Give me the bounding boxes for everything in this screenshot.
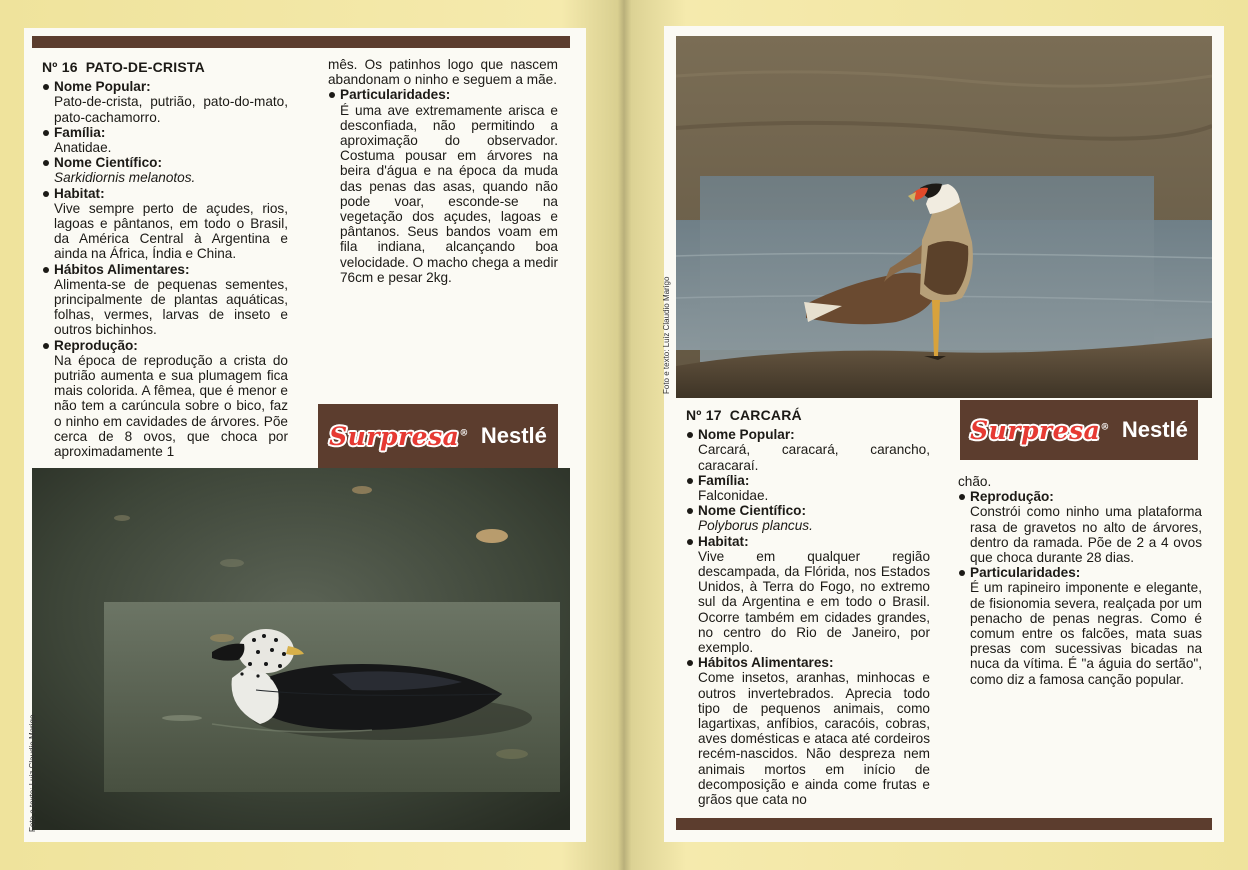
photo-credit: Foto e texto: Luiz Claudio Marigo <box>662 276 671 394</box>
brand-banner <box>318 404 558 468</box>
top-rule <box>32 36 570 48</box>
carcara-photo <box>676 36 1212 398</box>
section-body: Come insetos, aranhas, minhocas e outros invertebrados. Aprecia todo tipo de pequenos animais, como lagartixas, anfíbios, caracóis, cobras, aves domésticas e ataca até cordeiros recém-nascidos. Não despreza nem animais mortos em início de decomposição e ainda come frutas e grãos que cata no <box>698 670 930 808</box>
right-col1 <box>686 408 930 807</box>
section-heading: Particularidades: <box>958 565 1202 580</box>
section-body: Pato-de-crista, putrião, pato-do-mato, pato-cachamorro. <box>54 94 288 125</box>
page-left <box>24 28 586 842</box>
bottom-rule <box>676 818 1212 830</box>
duck-photo-image <box>32 468 570 830</box>
section-heading: Nome Popular: <box>42 79 288 94</box>
section-body: Anatidae. <box>54 140 112 156</box>
section-heading: Reprodução: <box>42 338 288 353</box>
section-body: Constrói como ninho uma plataforma rasa de gravetos no alto de árvores, dentro da ramada. Põe de 2 a 4 ovos que choca durante 28 dias. <box>970 504 1202 566</box>
section-body: Vive em qualquer região descampada, da Flórida, nos Estados Unidos, à Terra do Fogo, no extremo sul da Argentina e em todo o Brasil. Ocorre também em cidades grandes, no centro do Rio de Janeiro, por exemplo. <box>698 548 930 656</box>
section-body: Vive sempre perto de açudes, rios, lagoas e pântanos, em todo o Brasil, da América Central à Argentina e ainda na África, Índia e China. <box>54 200 288 262</box>
section-body: Na época de reprodução a crista do putrião aumenta e sua plumagem fica mais colorida. A fêmea, que é menor e não tem a carúncula sobre o bico, faz o ninho em cavidades de árvores. Põe cerca de 8 ovos, que choca por aproximadamente 1 <box>54 352 288 460</box>
entry-number: Nº 17 <box>686 407 722 423</box>
section-heading: Nome Científico: <box>686 503 930 518</box>
brand-banner <box>960 400 1198 460</box>
photo-credit: Foto e texto: Luiz Claudio Marigo <box>28 714 37 832</box>
nestle-logo: Nestlé <box>1121 417 1188 442</box>
entry-name: PATO-DE-CRISTA <box>85 59 205 75</box>
section-heading: Família: <box>42 125 288 140</box>
nestle-logo: Nestlé <box>480 423 547 448</box>
section-heading: Nome Popular: <box>686 427 930 442</box>
section-body: Falconidae. <box>698 488 769 504</box>
section-heading: Hábitos Alimentares: <box>42 262 288 277</box>
section-heading: Reprodução: <box>958 489 1202 504</box>
section-body: É uma ave extremamente arisca e desconfiada, não permitindo a aproximação do observador. Costuma pousar em árvores na beira d'água e na época da muda das penas das asas, quando não pode voar, esconde-se na vegetação dos açudes, lagoas e pântanos. Seus bandos voam em fila indiana, alcançando boa velocidade. O macho chega a medir 76cm e pesar 2kg. <box>340 102 558 285</box>
section-heading: Particularidades: <box>328 87 558 102</box>
entry-number: Nº 16 <box>42 59 78 75</box>
section-heading: Habitat: <box>42 186 288 201</box>
section-heading: Família: <box>686 473 930 488</box>
entry-name: CARCARÁ <box>729 407 802 423</box>
continuation-text: mês. Os patinhos logo que nascem abandonam o ninho e seguem a mãe. <box>328 57 558 88</box>
section-heading: Habitat: <box>686 534 930 549</box>
continuation-text: chão. <box>958 474 992 489</box>
left-col2 <box>328 57 558 285</box>
section-body: Sarkidiornis melanotos. <box>54 170 196 186</box>
section-body: Alimenta-se de pequenas sementes, principalmente de plantas aquáticas, folhas, vermes, larvas de inseto e outros bichinhos. <box>54 276 288 338</box>
carcara-photo-image <box>676 36 1212 398</box>
page-right <box>664 26 1224 842</box>
left-col1 <box>42 60 288 459</box>
section-heading: Hábitos Alimentares: <box>686 655 930 670</box>
right-col2 <box>958 474 1202 687</box>
section-body: Polyborus plancus. <box>698 518 813 534</box>
surpresa-logo: Surpresa® <box>970 415 1110 445</box>
section-body: Carcará, caracará, carancho, caracaraí. <box>698 442 930 473</box>
duck-photo <box>32 468 570 830</box>
section-body: É um rapineiro imponente e elegante, de fisionomia severa, realçada por um penacho de penas negras. Como é comum entre os falcões, mata suas presas com sucessivas bicadas na nuca da vítima. É "a águia do sertão", como diz a famosa canção popular. <box>970 580 1202 687</box>
entry-title <box>686 408 930 423</box>
surpresa-logo: Surpresa® <box>329 421 469 451</box>
section-heading: Nome Científico: <box>42 155 288 170</box>
entry-title <box>42 60 288 75</box>
